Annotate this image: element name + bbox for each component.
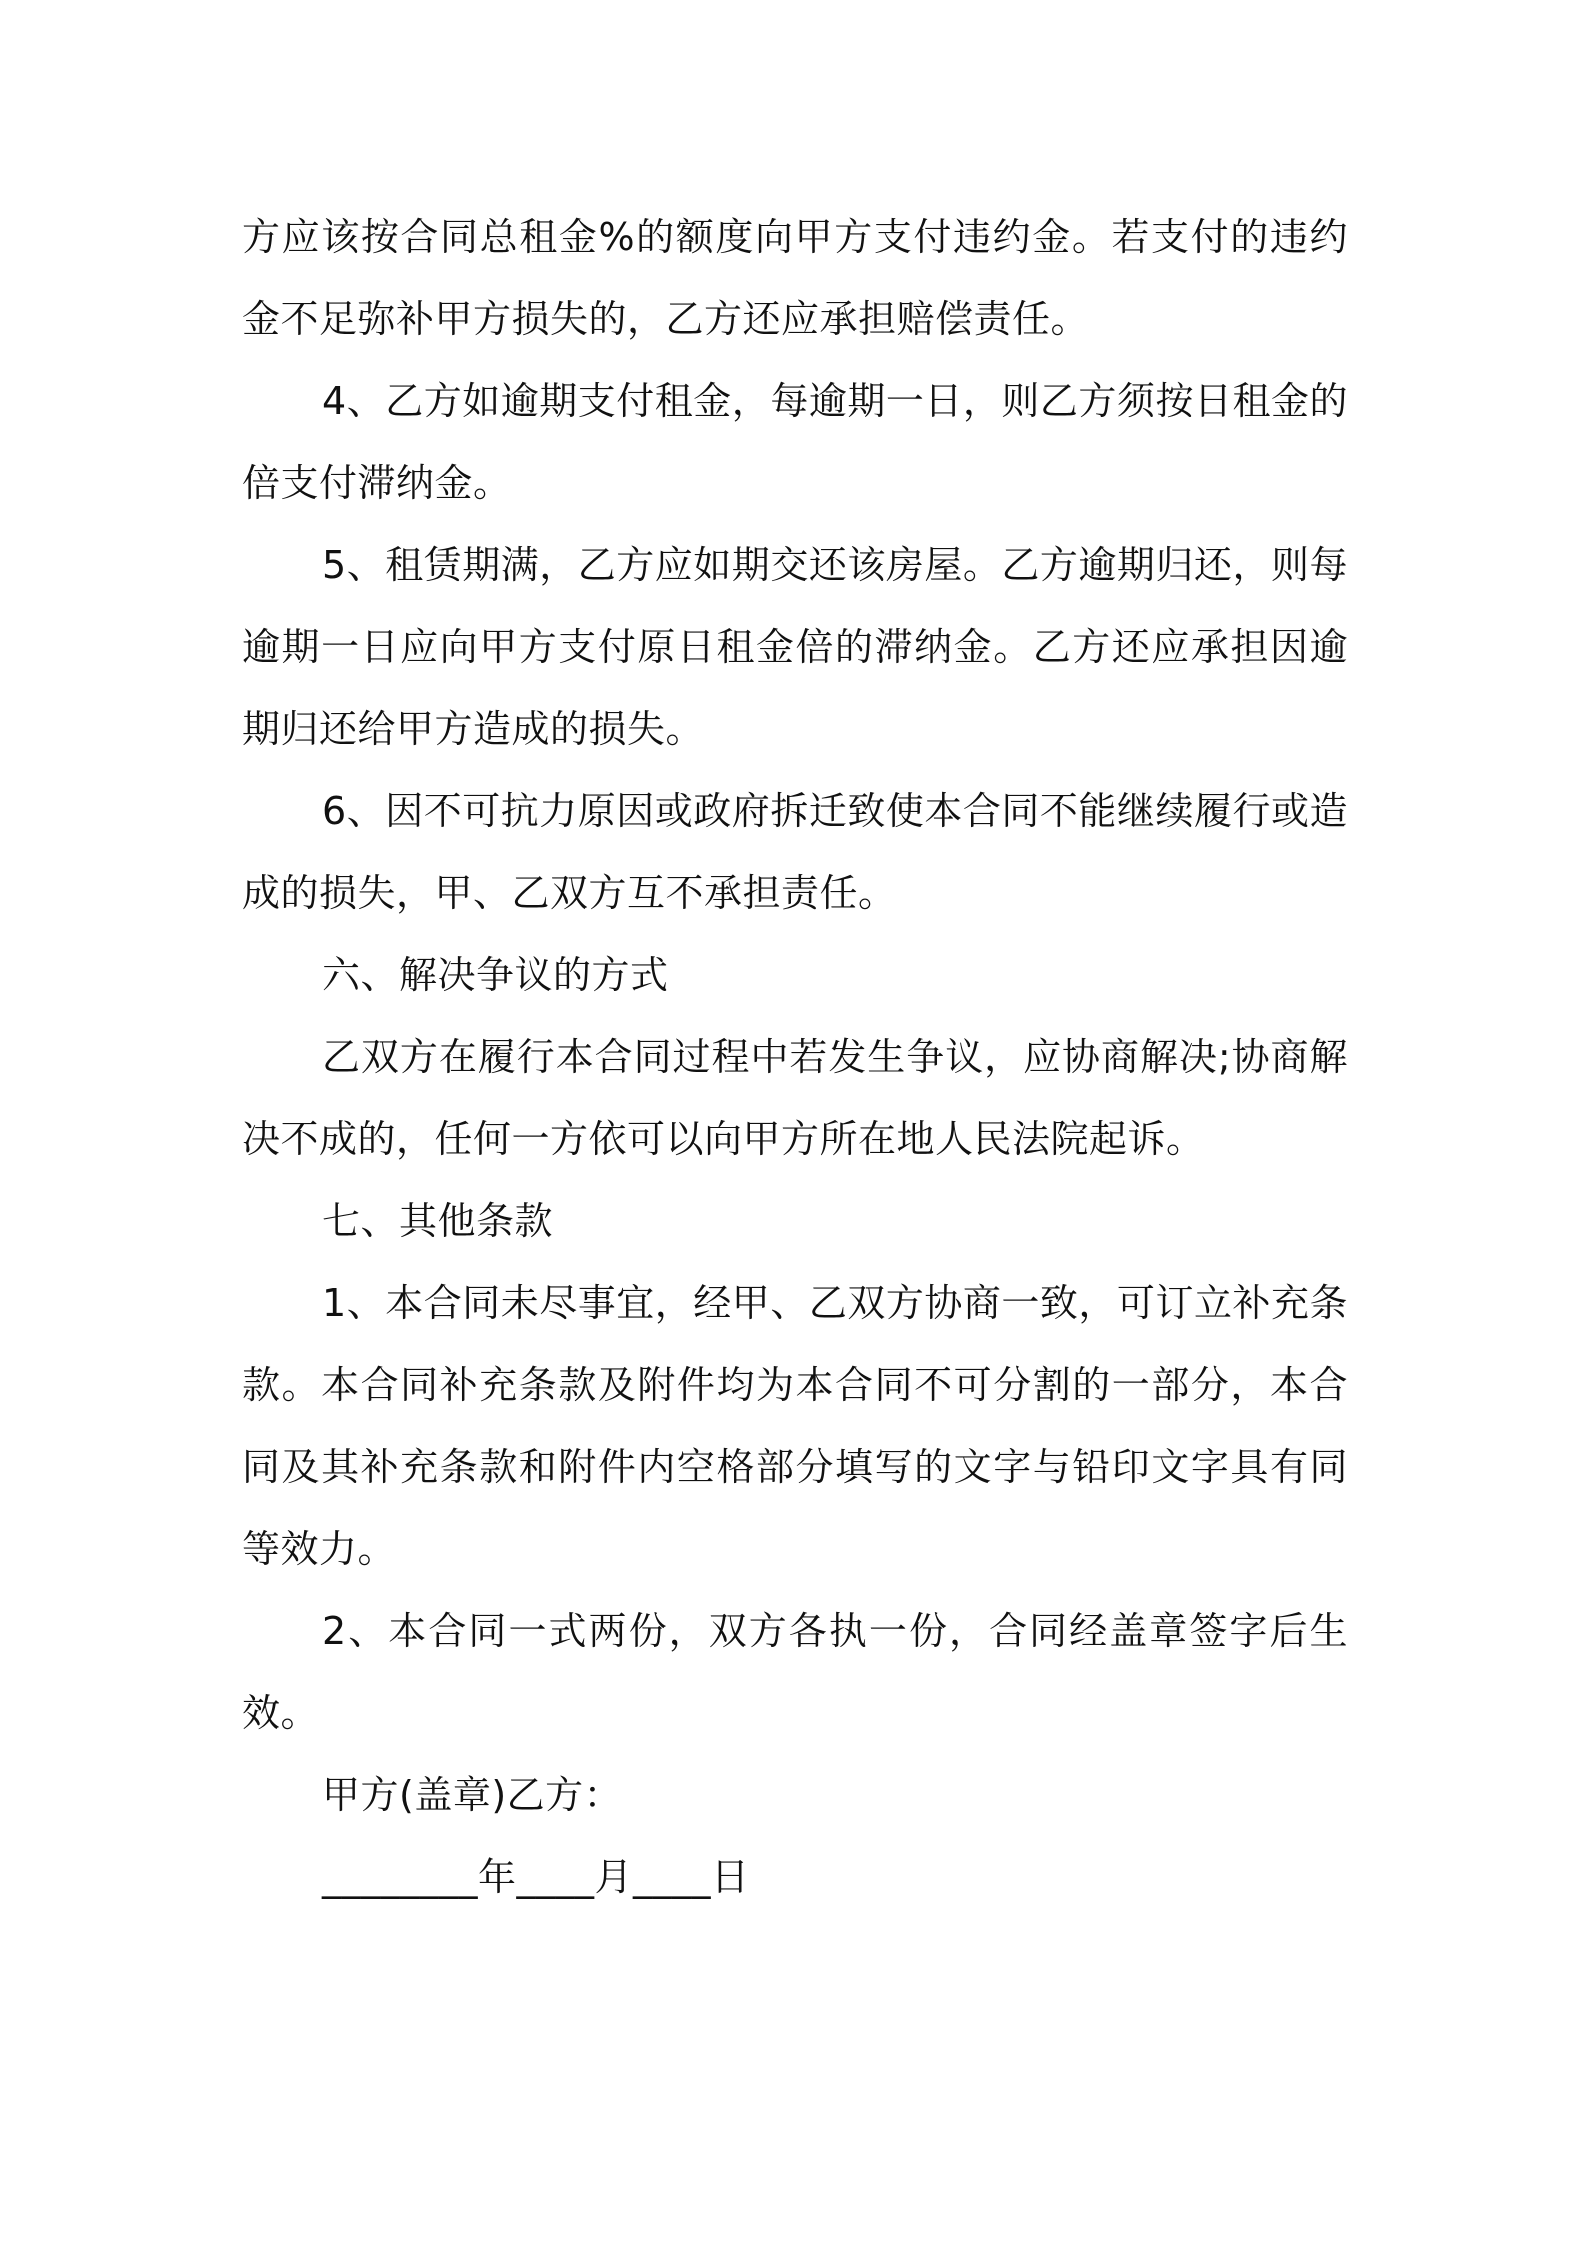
paragraph-other-item-2: 2、本合同一式两份，双方各执一份，合同经盖章签字后生效。 (242, 1609, 1348, 1735)
paragraph-item-4: 4、乙方如逾期支付租金，每逾期一日，则乙方须按日租金的倍支付滞纳金。 (242, 379, 1348, 505)
signature-line: 甲方(盖章)乙方： (322, 1773, 623, 1817)
paragraph-penalty-continued: 方应该按合同总租金%的额度向甲方支付违约金。若支付的违约金不足弥补甲方损失的，乙方还应承担赔偿责任。 (242, 215, 1348, 341)
document-body (242, 196, 1348, 1918)
section-heading-other-terms: 七、其他条款 (322, 1199, 554, 1243)
paragraph-item-6: 6、因不可抗力原因或政府拆迁致使本合同不能继续履行或造成的损失，甲、乙双方互不承担责任。 (242, 789, 1348, 915)
paragraph-dispute-body: 乙双方在履行本合同过程中若发生争议，应协商解决;协商解决不成的，任何一方依可以向甲方所在地人民法院起诉。 (242, 1035, 1348, 1161)
paragraph-other-item-1: 1、本合同未尽事宜，经甲、乙双方协商一致，可订立补充条款。本合同补充条款及附件均为本合同不可分割的一部分，本合同及其补充条款和附件内空格部分填写的文字与铅印文字具有同等效力。 (242, 1281, 1348, 1571)
paragraph-item-5: 5、租赁期满，乙方应如期交还该房屋。乙方逾期归还，则每逾期一日应向甲方支付原日租金倍的滞纳金。乙方还应承担因逾期归还给甲方造成的损失。 (242, 543, 1348, 751)
date-line: ________年____月____日 (322, 1855, 750, 1899)
section-heading-dispute: 六、解决争议的方式 (322, 953, 669, 997)
